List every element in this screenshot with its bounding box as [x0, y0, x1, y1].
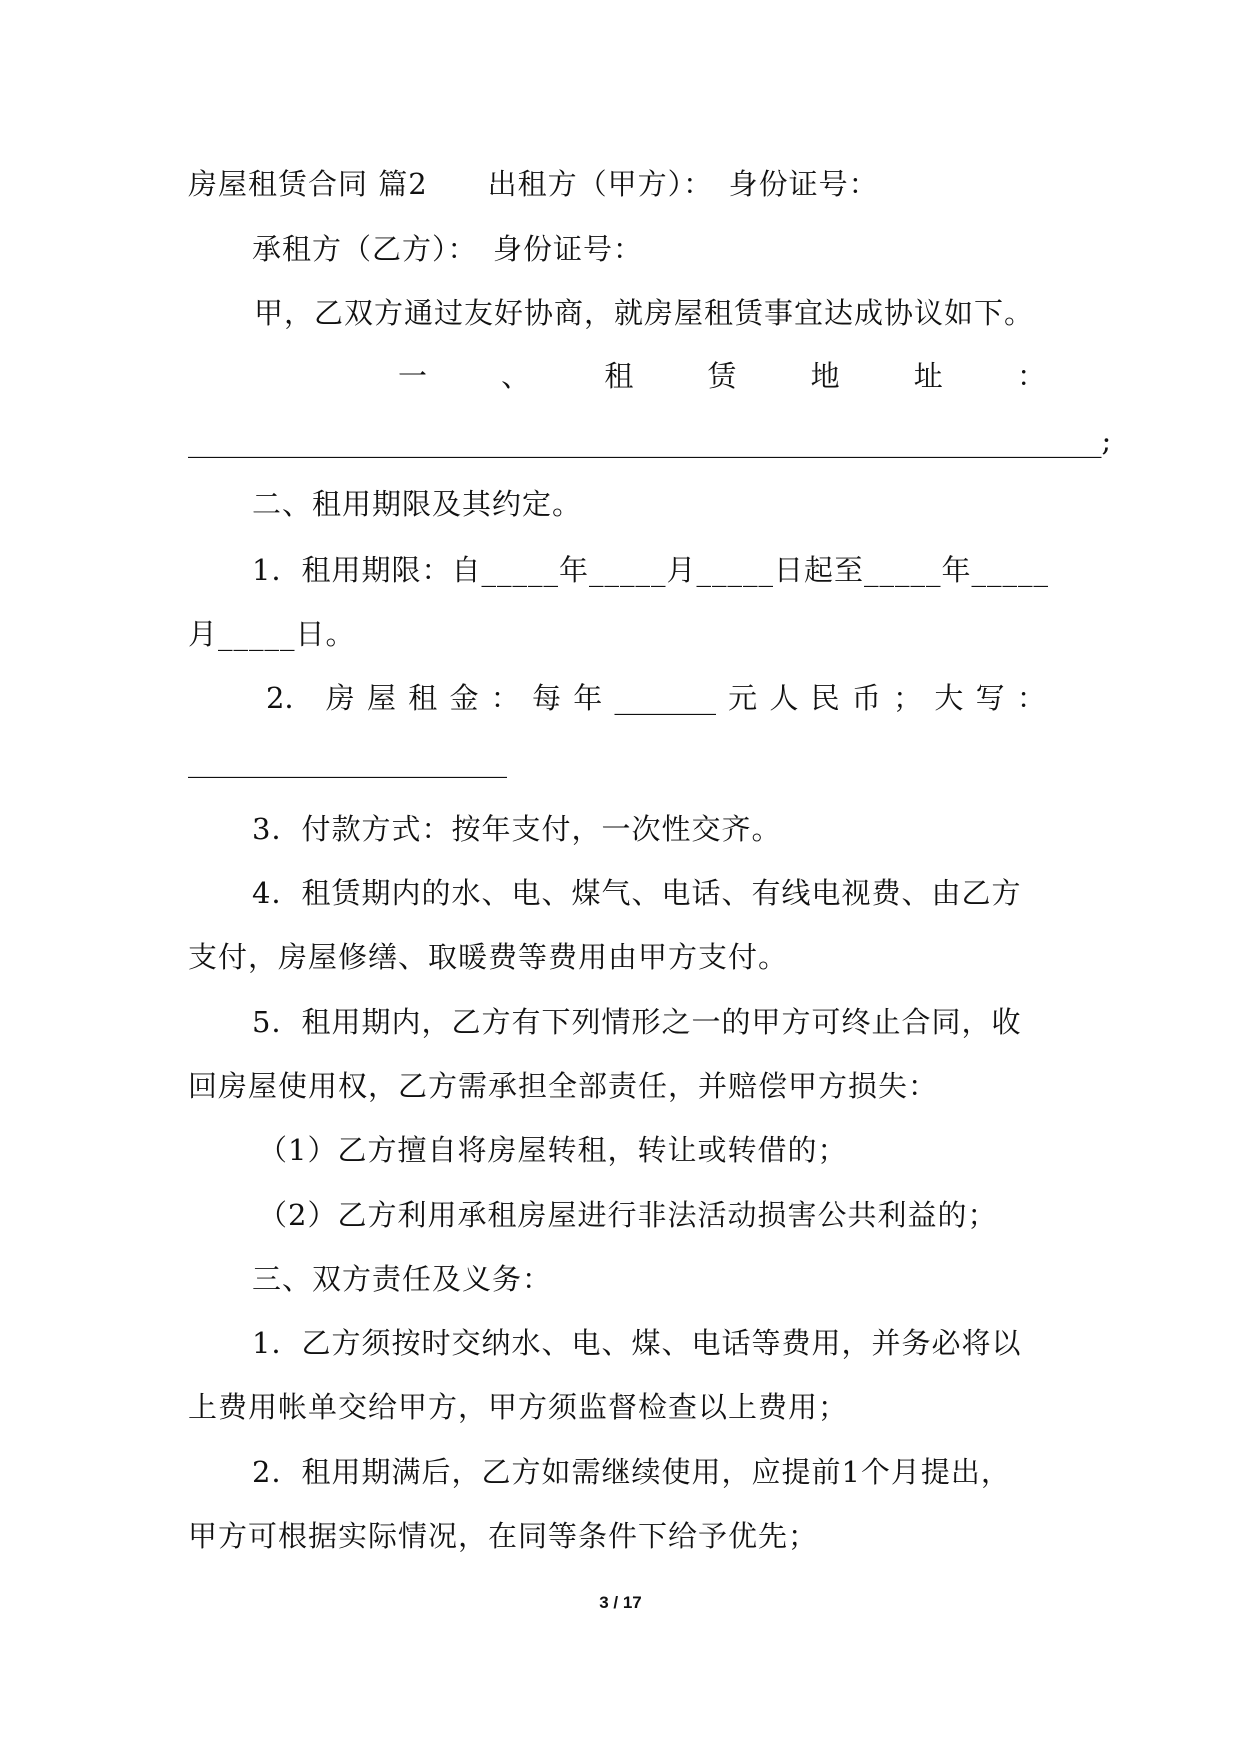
term-clause: 1．租用期限：自_____年_____月_____日起至_____年_____	[252, 553, 1049, 587]
spread-char: 2．	[266, 681, 314, 715]
termination-item-1: （1）乙方擅自将房屋转租，转让或转借的；	[258, 1133, 848, 1167]
spread-char: ：	[490, 681, 520, 715]
termination-clause: 5．租用期内，乙方有下列情形之一的甲方可终止合同，收	[252, 1005, 1022, 1039]
section-1-heading	[398, 358, 1046, 394]
spread-char: 、	[501, 359, 531, 393]
section-2-heading: 二、租用期限及其约定。	[252, 487, 583, 521]
utilities-clause-cont: 支付，房屋修缮、取暖费等费用由甲方支付。	[188, 940, 789, 974]
termination-item-2: （2）乙方利用承租房屋进行非法活动损害公共利益的；	[258, 1198, 998, 1232]
lessee-line: 承租方（乙方）： 身份证号：	[252, 232, 644, 266]
intro-paragraph: 甲，乙双方通过友好协商，就房屋租赁事宜达成协议如下。	[254, 296, 1035, 330]
spread-char: 租	[604, 359, 634, 393]
section-3-heading: 三、双方责任及义务：	[252, 1262, 553, 1296]
term-clause-cont: 月_____日。	[188, 617, 356, 651]
address-blank-line: _______________________________________________________________;	[188, 424, 1112, 458]
duty-clause-1: 1．乙方须按时交纳水、电、煤、电话等费用，并务必将以	[252, 1326, 1022, 1360]
contract-title-line: 房屋租赁合同 篇2 出租方（甲方）： 身份证号：	[188, 167, 879, 201]
duty-clause-1-cont: 上费用帐单交给甲方，甲方须监督检查以上费用；	[188, 1390, 849, 1424]
utilities-clause: 4．租赁期内的水、电、煤气、电话、有线电视费、由乙方	[252, 876, 1022, 910]
spread-char: 人	[769, 681, 799, 715]
termination-clause-cont: 回房屋使用权，乙方需承担全部责任，并赔偿甲方损失：	[188, 1069, 939, 1103]
spread-char: 屋	[366, 681, 396, 715]
payment-clause: 3．付款方式：按年支付，一次性交齐。	[252, 812, 782, 846]
spread-char: 金	[449, 681, 479, 715]
spread-char: 地	[810, 359, 840, 393]
spread-char: 年	[573, 681, 603, 715]
spread-char: 房	[325, 681, 355, 715]
rent-uppercase-blank: ______________________	[188, 744, 507, 778]
page-number: 3 / 17	[599, 1593, 642, 1612]
rent-clause	[266, 680, 1046, 716]
spread-char: 币	[851, 681, 881, 715]
spread-char: 元	[728, 681, 758, 715]
spread-char: 民	[810, 681, 840, 715]
duty-clause-2-cont: 甲方可根据实际情况，在同等条件下给予优先；	[188, 1519, 819, 1553]
spread-char: 租	[408, 681, 438, 715]
spread-char: ：	[1016, 359, 1046, 393]
spread-char: 每	[531, 681, 561, 715]
spread-char: 一	[398, 359, 428, 393]
spread-char: 赁	[707, 359, 737, 393]
spread-char: ；	[893, 681, 923, 715]
spread-char: ：	[1016, 681, 1046, 715]
duty-clause-2: 2．租用期满后，乙方如需继续使用，应提前1个月提出，	[252, 1455, 1011, 1489]
spread-char: 址	[913, 359, 943, 393]
spread-char: 大	[934, 681, 964, 715]
rent-amount-blank: _______	[614, 681, 716, 715]
spread-char: 写	[975, 681, 1005, 715]
